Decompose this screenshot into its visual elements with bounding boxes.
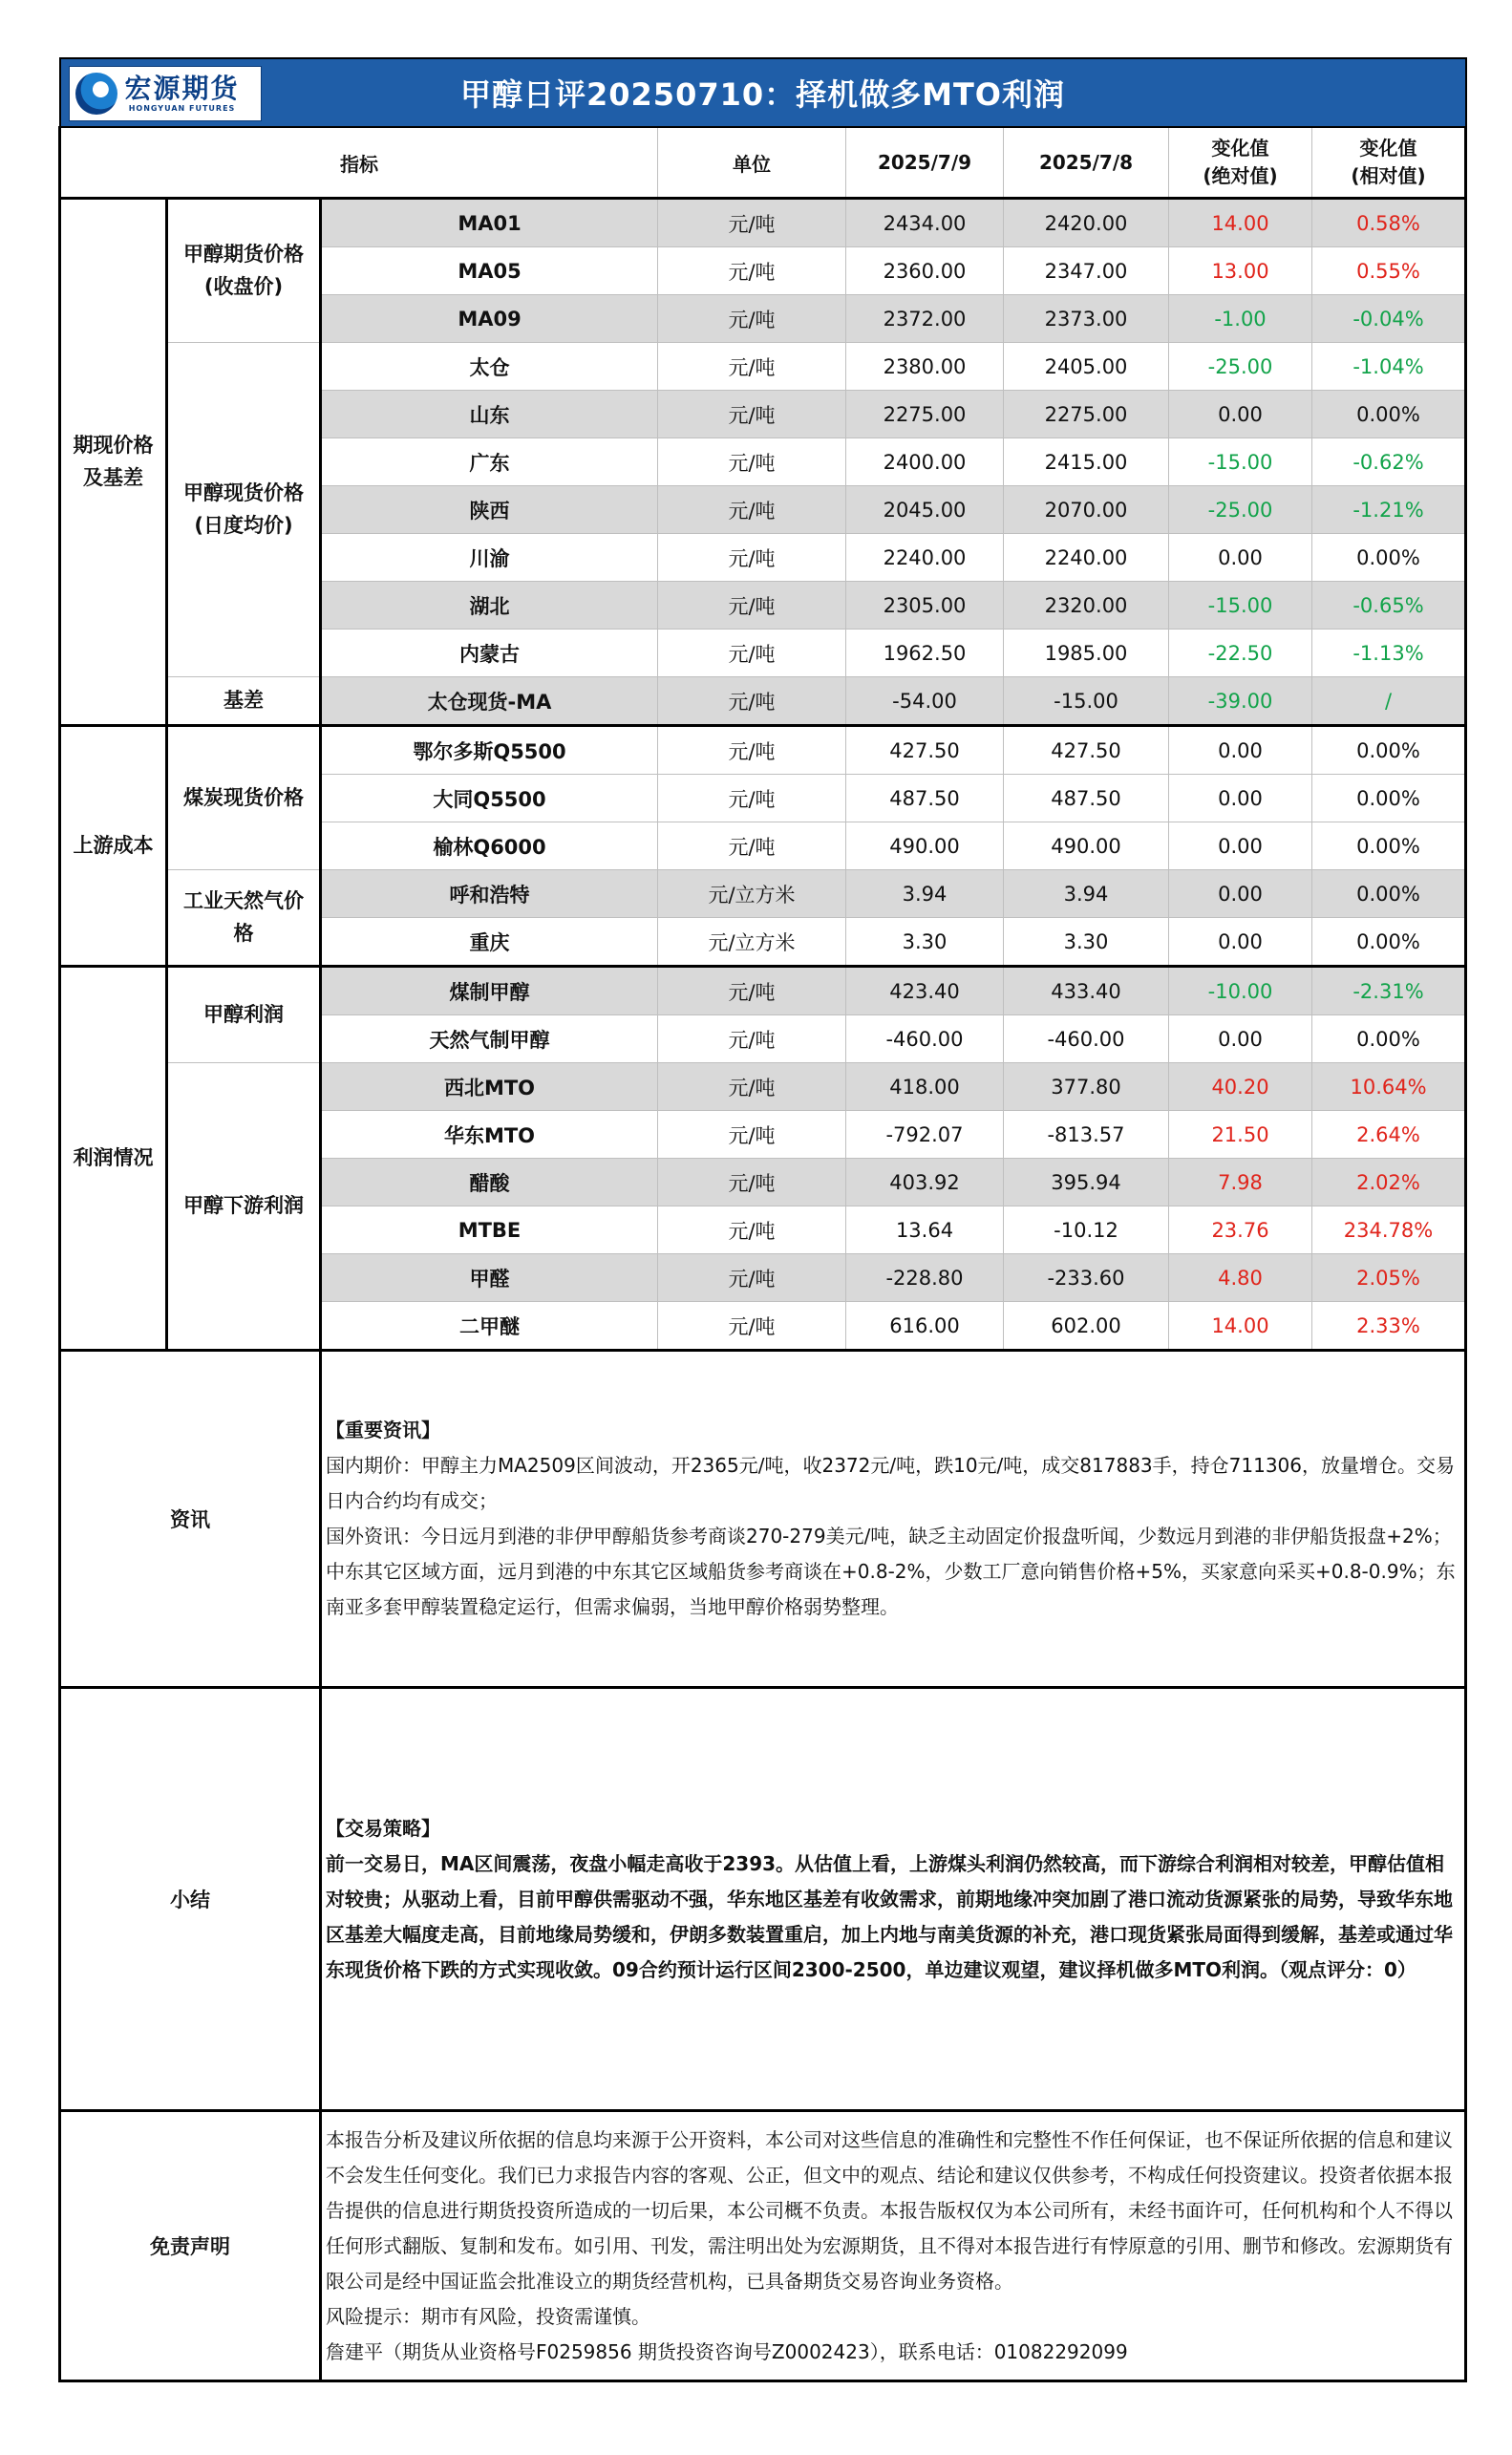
summary-heading: 【交易策略】 bbox=[326, 1816, 440, 1840]
unit-cell: 元/吨 bbox=[658, 582, 846, 630]
summary-section bbox=[60, 1688, 1466, 2111]
unit-cell: 元/吨 bbox=[658, 1063, 846, 1111]
unit-cell: 元/立方米 bbox=[658, 870, 846, 918]
change-relative: / bbox=[1312, 677, 1466, 726]
change-absolute: 0.00 bbox=[1169, 822, 1312, 870]
unit-cell: 元/吨 bbox=[658, 775, 846, 822]
subcategory-futures: 甲醇期货价格 (收盘价) bbox=[167, 199, 321, 343]
subcategory-methanol_profit: 甲醇利润 bbox=[167, 967, 321, 1063]
indicator-name: MTBE bbox=[321, 1206, 658, 1254]
value-date1: 3.30 bbox=[846, 918, 1004, 967]
logo-text: 宏源期货 bbox=[124, 72, 240, 104]
value-date2: -10.12 bbox=[1004, 1206, 1169, 1254]
indicator-name: MA09 bbox=[321, 295, 658, 343]
header-unit: 单位 bbox=[658, 127, 846, 199]
change-absolute: 0.00 bbox=[1169, 391, 1312, 438]
daily-report-table bbox=[58, 57, 1467, 2382]
unit-cell: 元/吨 bbox=[658, 295, 846, 343]
indicator-name: 太仓 bbox=[321, 343, 658, 391]
change-absolute: 4.80 bbox=[1169, 1254, 1312, 1302]
value-date1: -792.07 bbox=[846, 1111, 1004, 1159]
change-absolute: -1.00 bbox=[1169, 295, 1312, 343]
indicator-name: 山东 bbox=[321, 391, 658, 438]
category-profit: 利润情况 bbox=[60, 967, 167, 1351]
change-absolute: 0.00 bbox=[1169, 726, 1312, 775]
value-date2: 2420.00 bbox=[1004, 199, 1169, 247]
unit-cell: 元/吨 bbox=[658, 199, 846, 247]
header-date1: 2025/7/9 bbox=[846, 127, 1004, 199]
change-relative: 0.55% bbox=[1312, 247, 1466, 295]
change-relative: 2.02% bbox=[1312, 1159, 1466, 1206]
value-date1: 490.00 bbox=[846, 822, 1004, 870]
change-absolute: -15.00 bbox=[1169, 582, 1312, 630]
change-absolute: 0.00 bbox=[1169, 870, 1312, 918]
value-date1: 427.50 bbox=[846, 726, 1004, 775]
value-date2: 490.00 bbox=[1004, 822, 1169, 870]
report-title-bar bbox=[60, 58, 1466, 127]
change-absolute: -39.00 bbox=[1169, 677, 1312, 726]
indicator-name: 湖北 bbox=[321, 582, 658, 630]
value-date1: 2275.00 bbox=[846, 391, 1004, 438]
logo-emblem-icon bbox=[75, 73, 117, 115]
change-absolute: -22.50 bbox=[1169, 630, 1312, 677]
unit-cell: 元/吨 bbox=[658, 343, 846, 391]
change-absolute: 14.00 bbox=[1169, 199, 1312, 247]
change-absolute: 0.00 bbox=[1169, 1015, 1312, 1063]
subcategory-downstream_profit: 甲醇下游利润 bbox=[167, 1063, 321, 1351]
change-relative: -2.31% bbox=[1312, 967, 1466, 1015]
indicator-name: 广东 bbox=[321, 438, 658, 486]
indicator-name: 大同Q5500 bbox=[321, 775, 658, 822]
value-date1: 2360.00 bbox=[846, 247, 1004, 295]
value-date2: 2275.00 bbox=[1004, 391, 1169, 438]
value-date2: 602.00 bbox=[1004, 1302, 1169, 1351]
value-date2: -460.00 bbox=[1004, 1015, 1169, 1063]
disclaimer-content bbox=[321, 2111, 1466, 2381]
change-relative: 0.00% bbox=[1312, 918, 1466, 967]
indicator-name: 鄂尔多斯Q5500 bbox=[321, 726, 658, 775]
unit-cell: 元/吨 bbox=[658, 486, 846, 534]
indicator-name: 天然气制甲醇 bbox=[321, 1015, 658, 1063]
indicator-name: 川渝 bbox=[321, 534, 658, 582]
unit-cell: 元/吨 bbox=[658, 1015, 846, 1063]
risk-warning: 风险提示：期市有风险，投资需谨慎。 bbox=[326, 2304, 650, 2328]
change-absolute: -25.00 bbox=[1169, 486, 1312, 534]
unit-cell: 元/吨 bbox=[658, 967, 846, 1015]
change-absolute: 7.98 bbox=[1169, 1159, 1312, 1206]
header-change-rel: 变化值 (相对值) bbox=[1312, 127, 1466, 199]
table-row bbox=[60, 343, 1466, 391]
value-date1: 1962.50 bbox=[846, 630, 1004, 677]
indicator-name: 甲醛 bbox=[321, 1254, 658, 1302]
indicator-name: MA05 bbox=[321, 247, 658, 295]
unit-cell: 元/吨 bbox=[658, 438, 846, 486]
unit-cell: 元/吨 bbox=[658, 630, 846, 677]
value-date2: 2070.00 bbox=[1004, 486, 1169, 534]
subcategory-coal: 煤炭现货价格 bbox=[167, 726, 321, 870]
unit-cell: 元/立方米 bbox=[658, 918, 846, 967]
disclaimer-section bbox=[60, 2111, 1466, 2381]
disclaimer-label: 免责声明 bbox=[60, 2111, 321, 2381]
value-date1: -460.00 bbox=[846, 1015, 1004, 1063]
change-absolute: -10.00 bbox=[1169, 967, 1312, 1015]
news-domestic: 国内期价：甲醇主力MA2509区间波动，开2365元/吨，收2372元/吨，跌10元/吨，成交817883手，持仓711306，放量增仓。交易日内合约均有成交； bbox=[326, 1454, 1455, 1512]
value-date2: 2347.00 bbox=[1004, 247, 1169, 295]
change-absolute: 23.76 bbox=[1169, 1206, 1312, 1254]
subcategory-basis: 基差 bbox=[167, 677, 321, 726]
change-absolute: 0.00 bbox=[1169, 534, 1312, 582]
unit-cell: 元/吨 bbox=[658, 822, 846, 870]
value-date1: 3.94 bbox=[846, 870, 1004, 918]
logo-subtext: HONGYUAN FUTURES bbox=[128, 103, 236, 113]
change-absolute: 0.00 bbox=[1169, 918, 1312, 967]
value-date1: 2240.00 bbox=[846, 534, 1004, 582]
change-absolute: 14.00 bbox=[1169, 1302, 1312, 1351]
change-absolute: 0.00 bbox=[1169, 775, 1312, 822]
value-date1: 487.50 bbox=[846, 775, 1004, 822]
news-section bbox=[60, 1351, 1466, 1688]
indicator-name: 二甲醚 bbox=[321, 1302, 658, 1351]
table-row bbox=[60, 677, 1466, 726]
indicator-name: 榆林Q6000 bbox=[321, 822, 658, 870]
value-date2: 395.94 bbox=[1004, 1159, 1169, 1206]
table-row bbox=[60, 726, 1466, 775]
news-foreign: 国外资讯：今日远月到港的非伊甲醇船货参考商谈270-279美元/吨，缺乏主动固定价报盘听闻，少数远月到港的非伊船货报盘+2%；中东其它区域方面，远月到港的中东其它区域船货参考商谈在+0.8-2%，少数工厂意向销售价格+5%，买家意向采买+0.8-0.9%；东南亚多套甲醇装置稳定运行，但需求偏弱，当地甲醇价格弱势整理。 bbox=[326, 1525, 1456, 1618]
value-date1: 2045.00 bbox=[846, 486, 1004, 534]
value-date2: 2373.00 bbox=[1004, 295, 1169, 343]
news-heading: 【重要资讯】 bbox=[326, 1419, 440, 1441]
indicator-name: 西北MTO bbox=[321, 1063, 658, 1111]
indicator-name: 华东MTO bbox=[321, 1111, 658, 1159]
change-relative: 0.00% bbox=[1312, 775, 1466, 822]
change-absolute: 40.20 bbox=[1169, 1063, 1312, 1111]
summary-label: 小结 bbox=[60, 1688, 321, 2111]
change-absolute: -15.00 bbox=[1169, 438, 1312, 486]
change-relative: -0.04% bbox=[1312, 295, 1466, 343]
indicator-name: MA01 bbox=[321, 199, 658, 247]
change-relative: 2.05% bbox=[1312, 1254, 1466, 1302]
subcategory-spot: 甲醇现货价格 (日度均价) bbox=[167, 343, 321, 677]
unit-cell: 元/吨 bbox=[658, 677, 846, 726]
table-row bbox=[60, 1063, 1466, 1111]
unit-cell: 元/吨 bbox=[658, 247, 846, 295]
change-relative: 0.00% bbox=[1312, 726, 1466, 775]
value-date1: 2434.00 bbox=[846, 199, 1004, 247]
value-date2: 2320.00 bbox=[1004, 582, 1169, 630]
indicator-name: 内蒙古 bbox=[321, 630, 658, 677]
value-date2: -813.57 bbox=[1004, 1111, 1169, 1159]
summary-content bbox=[321, 1688, 1466, 2111]
value-date2: 3.94 bbox=[1004, 870, 1169, 918]
change-absolute: -25.00 bbox=[1169, 343, 1312, 391]
report-title: 甲醇日评20250710：择机做多MTO利润 bbox=[460, 76, 1066, 113]
indicator-name: 陕西 bbox=[321, 486, 658, 534]
value-date1: 423.40 bbox=[846, 967, 1004, 1015]
value-date2: 487.50 bbox=[1004, 775, 1169, 822]
unit-cell: 元/吨 bbox=[658, 1206, 846, 1254]
subcategory-gas: 工业天然气价格 bbox=[167, 870, 321, 967]
change-relative: -1.04% bbox=[1312, 343, 1466, 391]
change-absolute: 21.50 bbox=[1169, 1111, 1312, 1159]
indicator-name: 呼和浩特 bbox=[321, 870, 658, 918]
unit-cell: 元/吨 bbox=[658, 534, 846, 582]
change-relative: -1.13% bbox=[1312, 630, 1466, 677]
unit-cell: 元/吨 bbox=[658, 1159, 846, 1206]
header-change-abs: 变化值 (绝对值) bbox=[1169, 127, 1312, 199]
author-info: 詹建平（期货从业资格号F0259856 期货投资咨询号Z0002423），联系电话：01082292099 bbox=[326, 2339, 1128, 2363]
change-relative: 234.78% bbox=[1312, 1206, 1466, 1254]
news-content bbox=[321, 1351, 1466, 1688]
unit-cell: 元/吨 bbox=[658, 1254, 846, 1302]
indicator-name: 煤制甲醇 bbox=[321, 967, 658, 1015]
value-date1: -54.00 bbox=[846, 677, 1004, 726]
value-date1: 13.64 bbox=[846, 1206, 1004, 1254]
change-relative: -0.65% bbox=[1312, 582, 1466, 630]
table-row bbox=[60, 870, 1466, 918]
value-date1: -228.80 bbox=[846, 1254, 1004, 1302]
value-date2: -15.00 bbox=[1004, 677, 1169, 726]
change-relative: 0.00% bbox=[1312, 534, 1466, 582]
value-date1: 418.00 bbox=[846, 1063, 1004, 1111]
value-date1: 2305.00 bbox=[846, 582, 1004, 630]
table-row bbox=[60, 967, 1466, 1015]
value-date2: 3.30 bbox=[1004, 918, 1169, 967]
change-relative: 0.00% bbox=[1312, 391, 1466, 438]
value-date2: -233.60 bbox=[1004, 1254, 1169, 1302]
category-upstream: 上游成本 bbox=[60, 726, 167, 967]
indicator-name: 醋酸 bbox=[321, 1159, 658, 1206]
change-relative: -1.21% bbox=[1312, 486, 1466, 534]
indicator-name: 重庆 bbox=[321, 918, 658, 967]
value-date2: 433.40 bbox=[1004, 967, 1169, 1015]
company-logo bbox=[69, 66, 262, 121]
unit-cell: 元/吨 bbox=[658, 1111, 846, 1159]
disclaimer-text: 本报告分析及建议所依据的信息均来源于公开资料，本公司对这些信息的准确性和完整性不作任何保证，也不保证所依据的信息和建议不会发生任何变化。我们已力求报告内容的客观、公正，但文中的观点、结论和建议仅供参考，不构成任何投资建议。投资者依据本报告提供的信息进行期货投资所造成的一切后果，本公司概不负责。本报告版权仅为本公司所有，未经书面许可，任何机构和个人不得以任何形式翻版、复制和发布。如引用、刊发，需注明出处为宏源期货，且不得对本报告进行有悖原意的引用、删节和修改。宏源期货有限公司是经中国证监会批准设立的期货经营机构，已具备期货交易咨询业务资格。 bbox=[326, 2127, 1453, 2293]
value-date2: 2415.00 bbox=[1004, 438, 1169, 486]
unit-cell: 元/吨 bbox=[658, 726, 846, 775]
value-date2: 427.50 bbox=[1004, 726, 1169, 775]
unit-cell: 元/吨 bbox=[658, 391, 846, 438]
value-date1: 403.92 bbox=[846, 1159, 1004, 1206]
value-date1: 2400.00 bbox=[846, 438, 1004, 486]
table-header bbox=[60, 127, 1466, 199]
value-date2: 2240.00 bbox=[1004, 534, 1169, 582]
change-relative: 0.00% bbox=[1312, 870, 1466, 918]
change-relative: 0.58% bbox=[1312, 199, 1466, 247]
change-relative: 2.33% bbox=[1312, 1302, 1466, 1351]
value-date2: 377.80 bbox=[1004, 1063, 1169, 1111]
change-absolute: 13.00 bbox=[1169, 247, 1312, 295]
change-relative: -0.62% bbox=[1312, 438, 1466, 486]
unit-cell: 元/吨 bbox=[658, 1302, 846, 1351]
value-date1: 2372.00 bbox=[846, 295, 1004, 343]
header-indicator: 指标 bbox=[60, 127, 658, 199]
change-relative: 2.64% bbox=[1312, 1111, 1466, 1159]
change-relative: 0.00% bbox=[1312, 822, 1466, 870]
value-date1: 616.00 bbox=[846, 1302, 1004, 1351]
value-date1: 2380.00 bbox=[846, 343, 1004, 391]
change-relative: 10.64% bbox=[1312, 1063, 1466, 1111]
news-label: 资讯 bbox=[60, 1351, 321, 1688]
value-date2: 2405.00 bbox=[1004, 343, 1169, 391]
value-date2: 1985.00 bbox=[1004, 630, 1169, 677]
change-relative: 0.00% bbox=[1312, 1015, 1466, 1063]
table-row bbox=[60, 199, 1466, 247]
header-date2: 2025/7/8 bbox=[1004, 127, 1169, 199]
category-spot_basis: 期现价格 及基差 bbox=[60, 199, 167, 726]
indicator-name: 太仓现货-MA bbox=[321, 677, 658, 726]
summary-text: 前一交易日，MA区间震荡，夜盘小幅走高收于2393。从估值上看，上游煤头利润仍然较高，而下游综合利润相对较差，甲醇估值相对较贵；从驱动上看，目前甲醇供需驱动不强，华东地区基差有收敛需求，前期地缘冲突加剧了港口流动货源紧张的局势，导致华东地区基差大幅度走高，目前地缘局势缓和，伊朗多数装置重启，加上内地与南美货源的补充，港口现货紧张局面得到缓解，基差或通过华东现货价格下跌的方式实现收敛。09合约预计运行区间2300-2500，单边建议观望，建议择机做多MTO利润。（观点评分：0） bbox=[326, 1851, 1453, 1981]
